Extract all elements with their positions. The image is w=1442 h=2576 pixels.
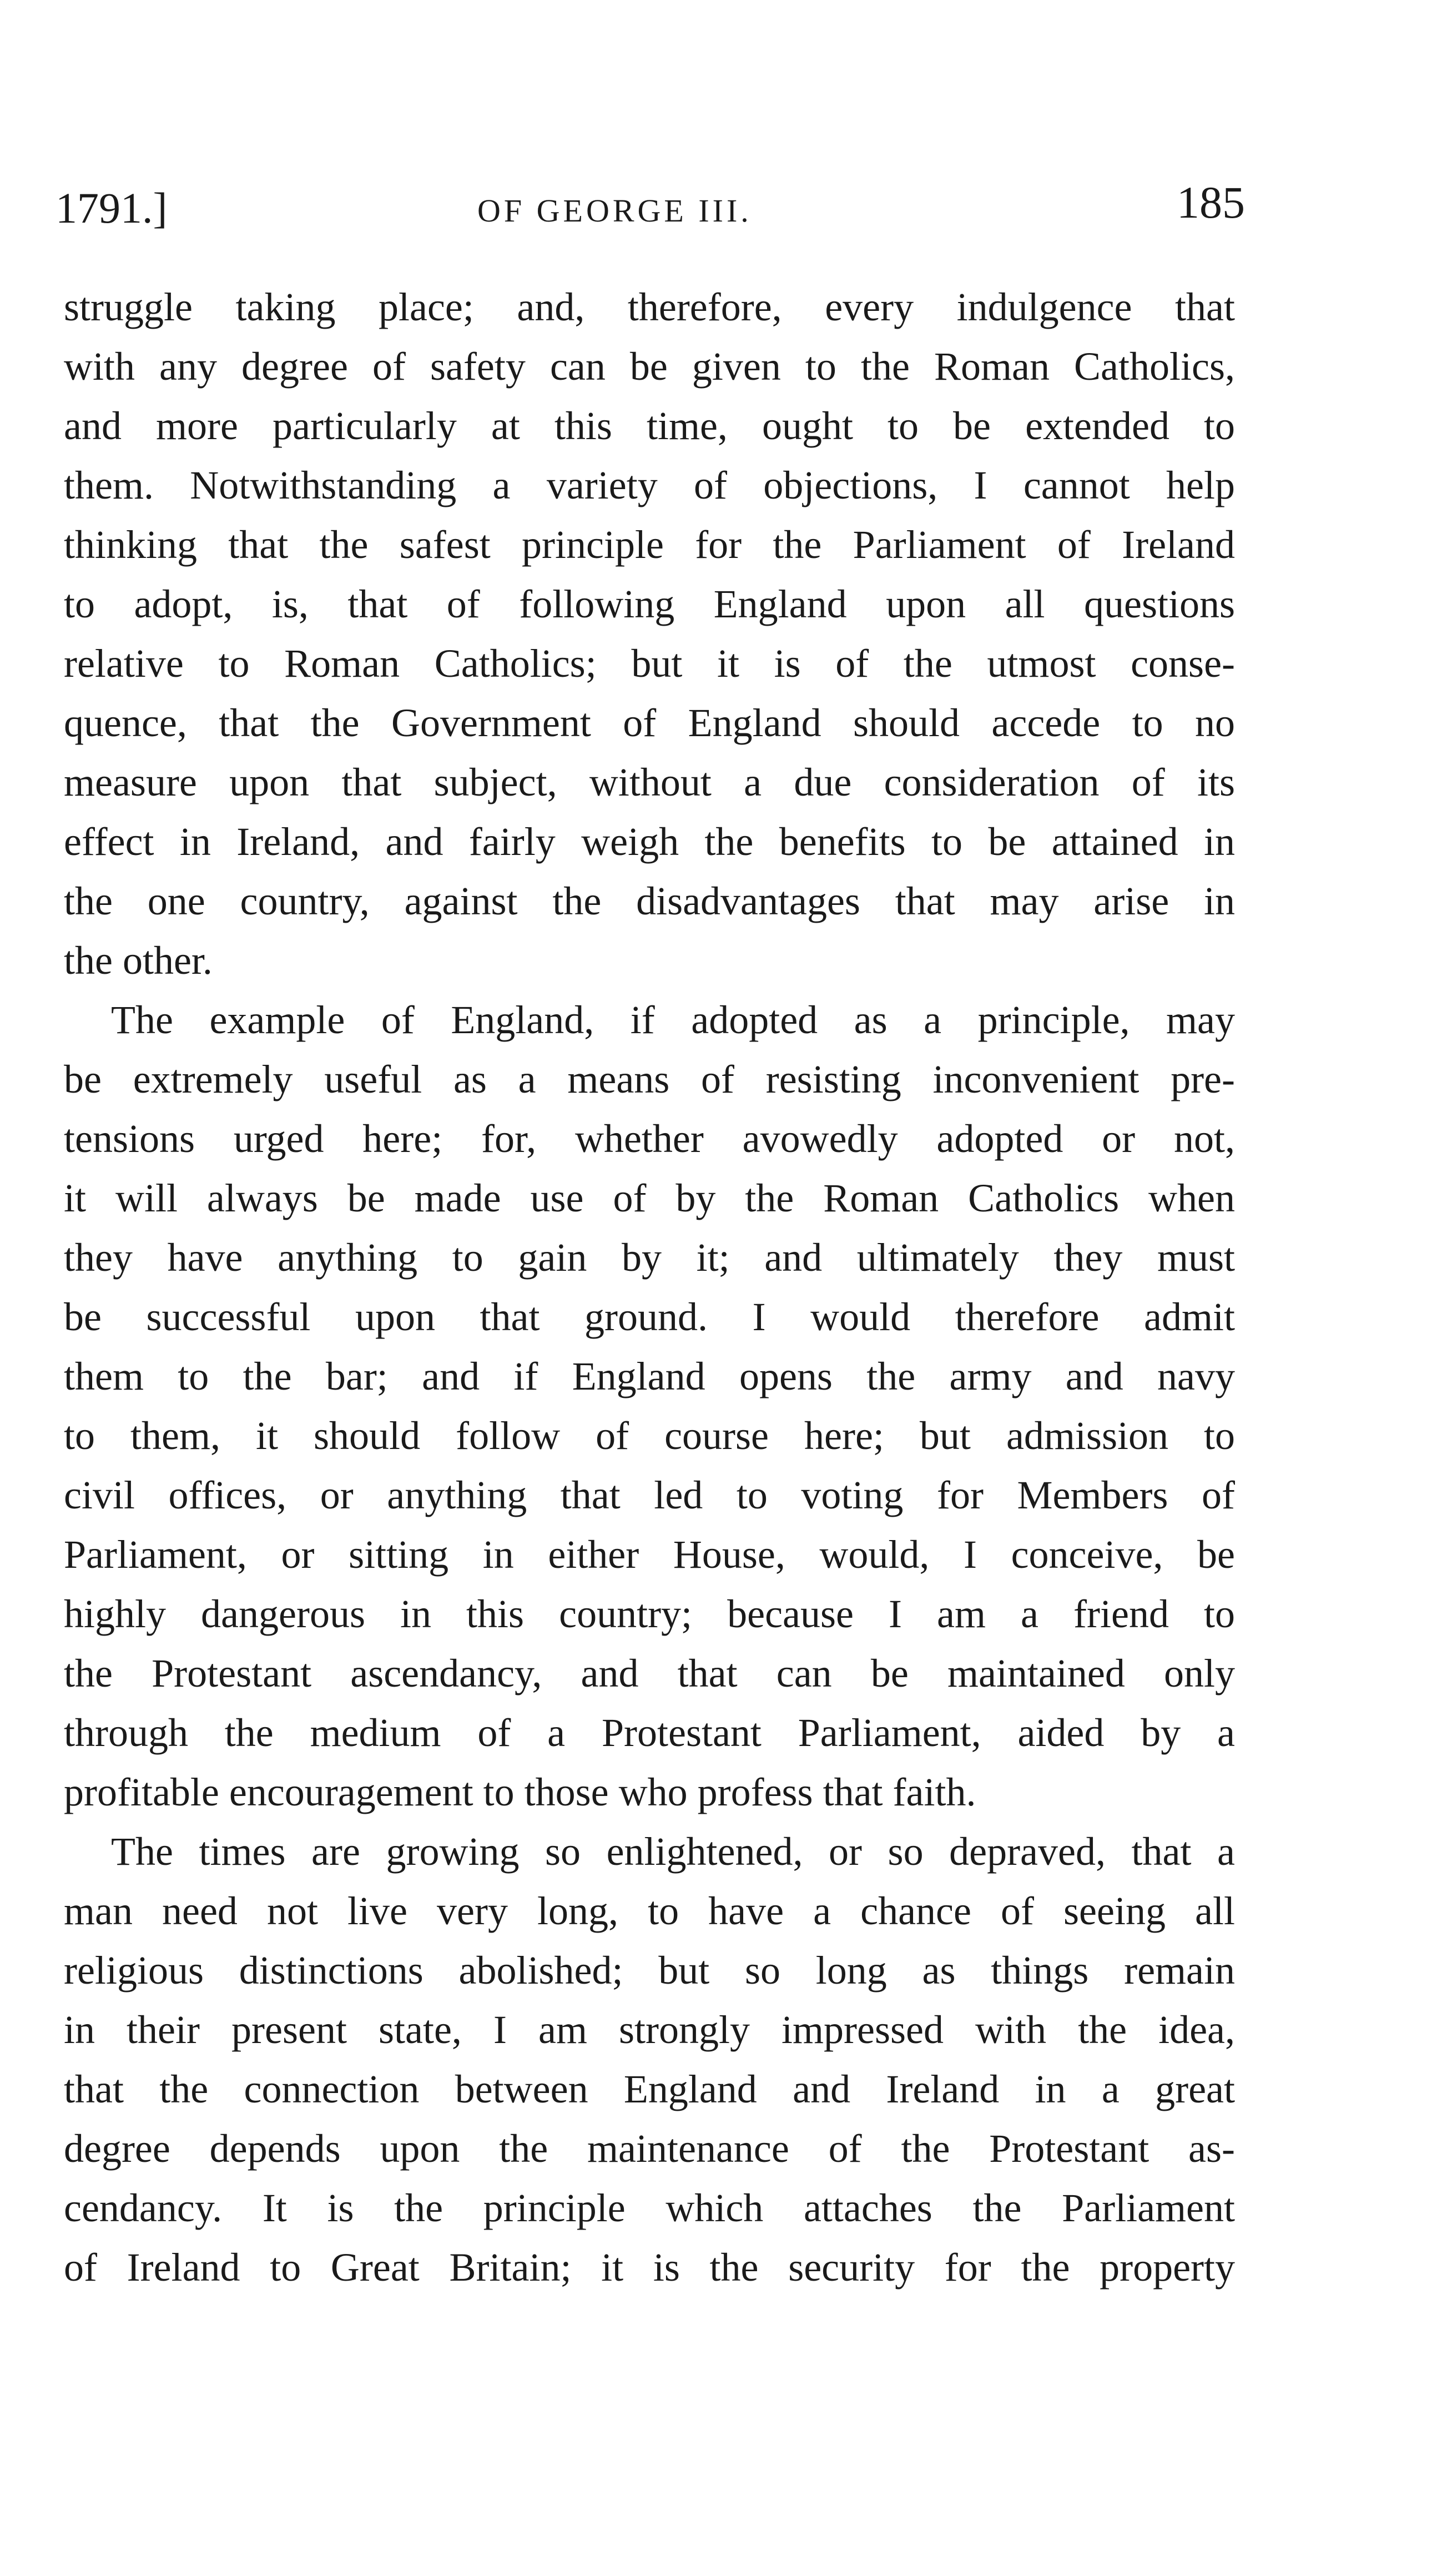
text-line: man need not live very long, to have a chance of seeing all: [64, 1889, 1235, 1933]
text-line: the other.: [64, 938, 213, 983]
text-line: with any degree of safety can be given to the Roman Catholics,: [64, 344, 1235, 389]
text-line: they have anything to gain by it; and ultimately they must: [64, 1235, 1235, 1280]
text-line: highly dangerous in this country; because I am a friend to: [64, 1592, 1235, 1636]
text-line: quence, that the Government of England should accede to no: [64, 701, 1235, 745]
text-line: them. Notwithstanding a variety of objections, I cannot help: [64, 463, 1235, 507]
running-head-title: OF GEORGE III.: [477, 193, 752, 229]
page-number: 185: [1177, 177, 1245, 228]
running-head: [56, 167, 1245, 239]
text-line: The example of England, if adopted as a principle, may: [111, 998, 1235, 1042]
text-line: the Protestant ascendancy, and that can be maintained only: [64, 1651, 1235, 1695]
text-line: effect in Ireland, and fairly weigh the benefits to be attained in: [64, 819, 1235, 864]
text-line: to them, it should follow of course here; but admission to: [64, 1413, 1235, 1458]
body-text: [64, 278, 1235, 2297]
text-line: be extremely useful as a means of resisting inconvenient pre-: [64, 1057, 1235, 1101]
text-line: the one country, against the disadvantages that may arise in: [64, 879, 1235, 923]
text-line: cendancy. It is the principle which attaches the Parliament: [64, 2186, 1235, 2230]
running-head-year: 1791.]: [56, 184, 168, 232]
text-line: profitable encouragement to those who profess that faith.: [64, 1770, 976, 1814]
text-line: measure upon that subject, without a due consideration of its: [64, 760, 1235, 804]
text-line: struggle taking place; and, therefore, every indulgence that: [64, 285, 1235, 329]
text-line: that the connection between England and Ireland in a great: [64, 2067, 1235, 2111]
text-line: to adopt, is, that of following England upon all questions: [64, 582, 1235, 626]
text-line: religious distinctions abolished; but so long as things remain: [64, 1948, 1235, 1993]
paragraph-1: [64, 278, 1235, 990]
paragraph-3: [64, 1822, 1235, 2297]
text-line: them to the bar; and if England opens the army and navy: [64, 1354, 1235, 1398]
text-line: degree depends upon the maintenance of the Protestant as-: [64, 2126, 1235, 2171]
text-line: and more particularly at this time, ought to be extended to: [64, 404, 1235, 448]
text-line: thinking that the safest principle for the Parliament of Ireland: [64, 522, 1235, 567]
text-line: tensions urged here; for, whether avowedly adopted or not,: [64, 1116, 1235, 1161]
text-line: The times are growing so enlightened, or so depraved, that a: [111, 1829, 1235, 1874]
text-line: it will always be made use of by the Roman Catholics when: [64, 1176, 1235, 1220]
text-line: be successful upon that ground. I would therefore admit: [64, 1295, 1235, 1339]
text-line: relative to Roman Catholics; but it is of the utmost conse-: [64, 641, 1235, 686]
text-line: civil offices, or anything that led to voting for Members of: [64, 1473, 1235, 1517]
text-line: through the medium of a Protestant Parliament, aided by a: [64, 1710, 1235, 1755]
paragraph-2: [64, 990, 1235, 1822]
text-line: in their present state, I am strongly impressed with the idea,: [64, 2008, 1235, 2052]
text-line: Parliament, or sitting in either House, would, I conceive, be: [64, 1532, 1235, 1577]
text-line: of Ireland to Great Britain; it is the security for the property: [64, 2245, 1235, 2290]
